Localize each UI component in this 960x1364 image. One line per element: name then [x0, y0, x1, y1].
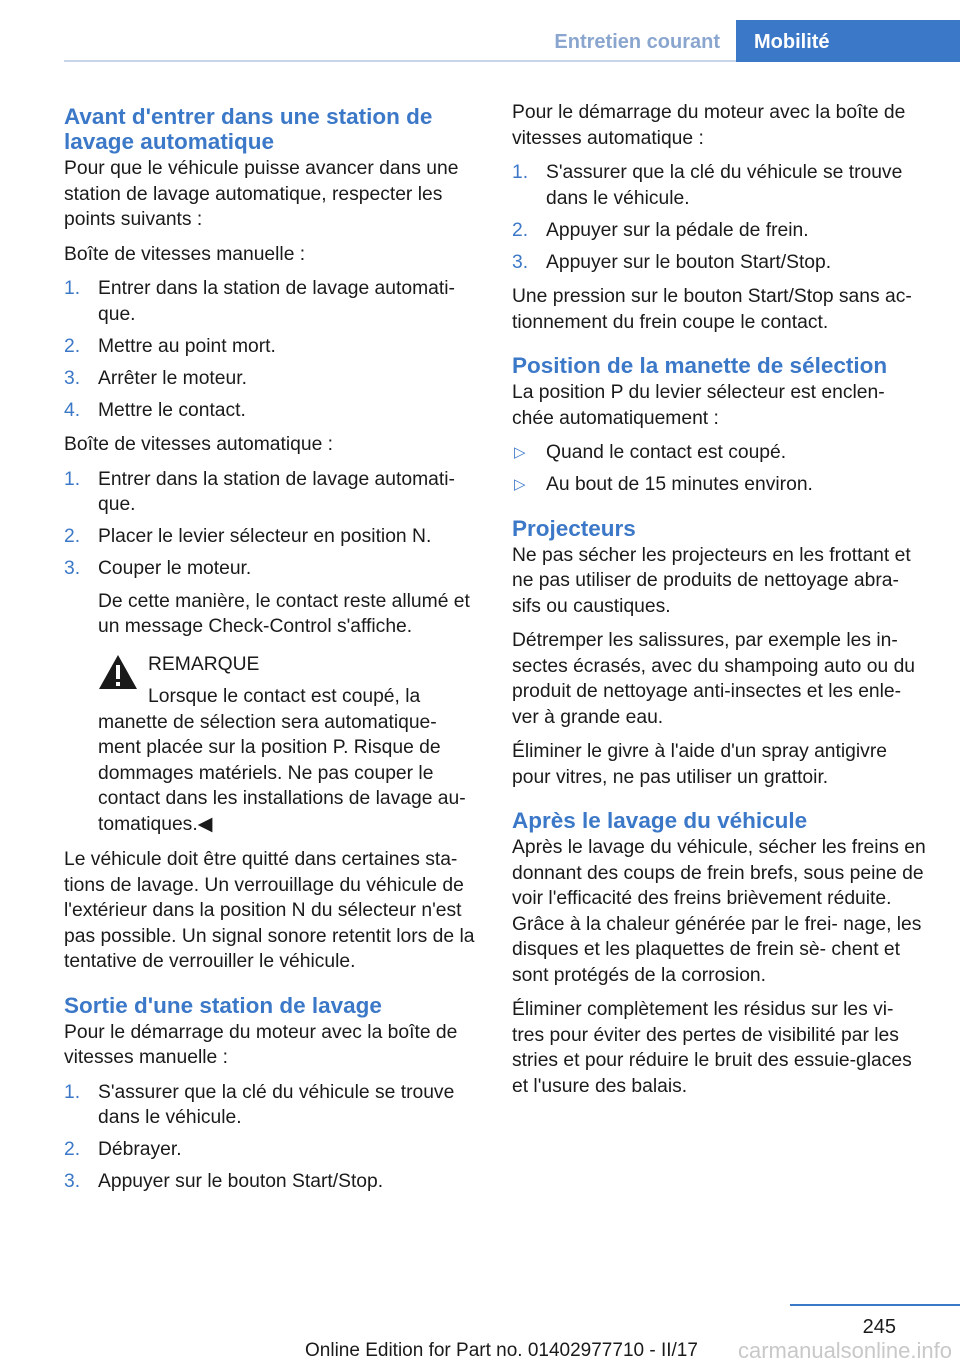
- list-item: 1. Entrer dans la station de lavage automati‐ que.: [64, 468, 455, 515]
- note-title: REMARQUE: [148, 653, 260, 675]
- footer-rule: [790, 1304, 960, 1306]
- right-column: [512, 100, 926, 1108]
- paragraph: Après le lavage du véhicule, sécher les freins en donnant des coups de frein brefs, sous peine de voir l'efficacité des freins brièvement réduite. Grâce à la chaleur générée par le frei‐ nage, les disques et les plaquettes de frein sè‐ chent et sont protégés de la corrosion.: [512, 837, 926, 986]
- tab-entretien-courant[interactable]: Entretien courant: [554, 31, 720, 53]
- paragraph: Ne pas sécher les projecteurs en les frottant et ne pas utiliser de produits de nettoyage abra‐ sifs ou caustiques.: [512, 544, 911, 617]
- heading-headlights: Projecteurs: [512, 515, 636, 541]
- list-item: 3. Couper le moteur. De cette manière, le contact reste allumé et un message Check-Control s'affiche.: [64, 556, 478, 640]
- bullet-list: [512, 440, 926, 498]
- note-text: Lorsque le contact est coupé, la: [148, 686, 421, 707]
- list-item: 3. Arrêter le moteur.: [64, 367, 247, 389]
- paragraph: Pour que le véhicule puisse avancer dans une station de lavage automatique, respecter les points suivants :: [64, 158, 459, 230]
- list-item: 2. Appuyer sur la pédale de frein.: [512, 219, 809, 241]
- list-item-detail: De cette manière, le contact reste allumé et un message Check-Control s'affiche.: [98, 590, 470, 637]
- paragraph: Une pression sur le bouton Start/Stop sans ac‐ tionnement du frein coupe le contact.: [512, 286, 912, 333]
- paragraph: La position P du levier sélecteur est enclen‐ chée automatiquement :: [512, 382, 885, 429]
- paragraph: Pour le démarrage du moteur avec la boîte de vitesses automatique :: [512, 102, 906, 149]
- list-item: 2. Débrayer.: [64, 1139, 182, 1160]
- list-item: ▷ Au bout de 15 minutes environ.: [512, 472, 926, 498]
- numbered-list: [64, 276, 478, 423]
- list-item: 2. Mettre au point mort.: [64, 335, 276, 357]
- list-item: 1. S'assurer que la clé du véhicule se trouve dans le véhicule.: [64, 1081, 455, 1128]
- heading-leaving-car-wash: Sortie d'une station de lavage: [64, 992, 382, 1018]
- paragraph: Pour le démarrage du moteur avec la boîte de vitesses manuelle :: [64, 1021, 458, 1068]
- numbered-list: [512, 160, 926, 275]
- list-item: 2. Placer le levier sélecteur en position N.: [64, 526, 432, 547]
- paragraph: Éliminer complètement les résidus sur les vi‐ tres pour éviter des pertes de visibilité par les stries et pour réduire le bruit des essuie-glaces et l'usure des balais.: [512, 999, 912, 1097]
- paragraph: Boîte de vitesses automatique :: [64, 434, 334, 455]
- heading-before-car-wash: Avant d'entrer dans une station de lavage automatique: [64, 104, 433, 154]
- numbered-list: [64, 467, 478, 640]
- list-item: 4. Mettre le contact.: [64, 399, 246, 421]
- watermark: carmanualsonline.info: [737, 1338, 952, 1363]
- warning-note: [98, 652, 478, 838]
- list-item: 3. Appuyer sur le bouton Start/Stop.: [64, 1171, 384, 1192]
- paragraph: Éliminer le givre à l'aide d'un spray antigivre pour vitres, ne pas utiliser un grattoir.: [512, 741, 887, 788]
- edition-text: Online Edition for Part no. 01402977710 - II/17: [305, 1340, 698, 1361]
- triangle-bullet-icon: ▷: [514, 476, 526, 493]
- paragraph: Le véhicule doit être quitté dans certaines sta‐ tions de lavage. Un verrouillage du véhicule de l'extérieur dans la position N du sélecteur n'est pas possible. Un signal sonore retentit lors de la tentative de verrouiller le véhicule.: [64, 849, 475, 972]
- list-item: 1. Entrer dans la station de lavage automati‐ que.: [64, 278, 455, 325]
- paragraph: Boîte de vitesses manuelle :: [64, 243, 306, 265]
- list-item: ▷ Quand le contact est coupé.: [512, 440, 926, 466]
- left-column: [64, 100, 478, 1204]
- page-number: 245: [862, 1316, 896, 1338]
- tab-mobilite[interactable]: Mobilité: [736, 20, 960, 62]
- numbered-list: [64, 1080, 478, 1195]
- paragraph: Détremper les salissures, par exemple les in‐ sectes écrasés, avec du shampoing auto ou du produit de nettoyage anti-insectes et les enle‐ ver à grande eau.: [512, 630, 916, 728]
- list-item: 3. Appuyer sur le bouton Start/Stop.: [512, 251, 832, 273]
- triangle-bullet-icon: ▷: [514, 444, 526, 461]
- note-text: manette de sélection sera automatique‐ ment placée sur la position P. Risque de dommages matériels. Ne pas couper le contact dans les installations de lavage au‐ tomatiques.◀: [98, 711, 466, 835]
- list-item: 1. S'assurer que la clé du véhicule se trouve dans le véhicule.: [512, 162, 903, 209]
- heading-after-wash: Après le lavage du véhicule: [512, 808, 808, 833]
- page-header: [64, 0, 960, 62]
- warning-icon: [98, 654, 138, 690]
- heading-selector-position: Position de la manette de sélection: [512, 353, 888, 378]
- page-footer: [0, 1300, 960, 1362]
